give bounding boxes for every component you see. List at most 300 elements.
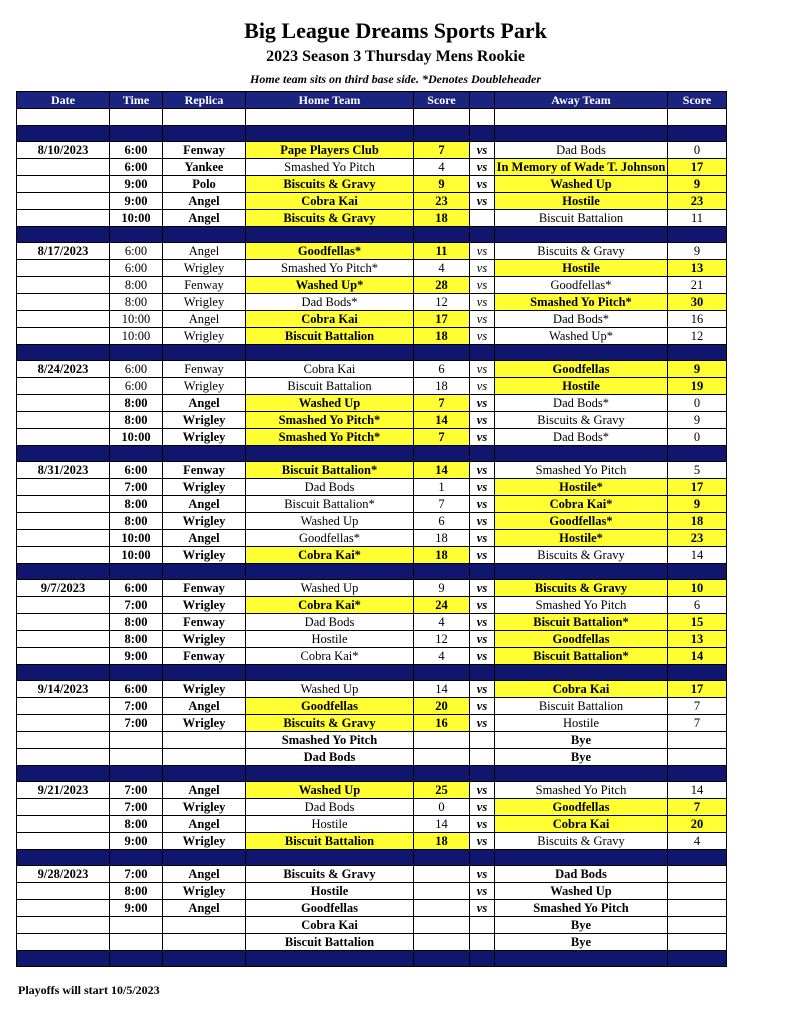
home-score: 18 [414, 547, 470, 564]
separator-cell [17, 766, 110, 782]
game-row [17, 513, 727, 530]
home-score: 12 [414, 631, 470, 648]
away-team: Hostile [495, 193, 668, 210]
game-row [17, 159, 727, 176]
separator-cell [17, 126, 110, 142]
game-row [17, 900, 727, 917]
separator-cell [414, 446, 470, 462]
home-score: 7 [414, 142, 470, 159]
game-time: 7:00 [110, 782, 163, 799]
game-time: 10:00 [110, 547, 163, 564]
vs-label: vs [470, 715, 495, 732]
game-date [17, 193, 110, 210]
col-home-team-header: Home Team [246, 92, 414, 109]
vs-label: vs [470, 597, 495, 614]
home-score: 7 [414, 496, 470, 513]
home-score: 25 [414, 782, 470, 799]
game-date [17, 378, 110, 395]
game-time: 10:00 [110, 210, 163, 227]
game-replica: Angel [163, 530, 246, 547]
separator-cell [668, 850, 727, 866]
game-row [17, 580, 727, 597]
game-time: 7:00 [110, 597, 163, 614]
week-separator-row [17, 345, 727, 361]
game-date [17, 547, 110, 564]
game-replica: Wrigley [163, 715, 246, 732]
separator-cell [414, 766, 470, 782]
game-date: 8/31/2023 [17, 462, 110, 479]
away-team: Biscuits & Gravy [495, 547, 668, 564]
game-date [17, 496, 110, 513]
home-team: Biscuit Battalion [246, 328, 414, 345]
separator-cell [668, 665, 727, 681]
week-separator-row [17, 665, 727, 681]
game-date: 8/24/2023 [17, 361, 110, 378]
away-score: 16 [668, 311, 727, 328]
game-time: 9:00 [110, 833, 163, 850]
separator-cell [17, 665, 110, 681]
vs-label: vs [470, 395, 495, 412]
game-time: 9:00 [110, 900, 163, 917]
home-team: Dad Bods [246, 479, 414, 496]
home-score [414, 883, 470, 900]
home-team: Biscuits & Gravy [246, 176, 414, 193]
home-team: Smashed Yo Pitch* [246, 429, 414, 446]
game-replica: Yankee [163, 159, 246, 176]
game-row [17, 547, 727, 564]
separator-cell [414, 951, 470, 967]
game-date [17, 631, 110, 648]
separator-cell [17, 345, 110, 361]
home-team: Washed Up [246, 580, 414, 597]
game-row [17, 681, 727, 698]
game-time: 7:00 [110, 715, 163, 732]
vs-label: vs [470, 243, 495, 260]
home-score [414, 732, 470, 749]
home-score: 18 [414, 530, 470, 547]
away-score: 9 [668, 496, 727, 513]
home-team: Washed Up [246, 395, 414, 412]
separator-cell [495, 446, 668, 462]
game-time: 6:00 [110, 378, 163, 395]
away-score: 6 [668, 597, 727, 614]
game-time: 8:00 [110, 412, 163, 429]
separator-cell [495, 850, 668, 866]
game-date [17, 395, 110, 412]
vs-label: vs [470, 833, 495, 850]
page-subtitle: 2023 Season 3 Thursday Mens Rookie [266, 48, 525, 65]
game-time: 10:00 [110, 530, 163, 547]
away-team: Goodfellas [495, 361, 668, 378]
game-date [17, 883, 110, 900]
separator-cell [668, 564, 727, 580]
separator-cell [470, 951, 495, 967]
game-row [17, 243, 727, 260]
vs-label: vs [470, 412, 495, 429]
game-replica: Wrigley [163, 429, 246, 446]
col-date-header: Date [17, 92, 110, 109]
game-replica: Angel [163, 698, 246, 715]
vs-label: vs [470, 277, 495, 294]
game-row [17, 782, 727, 799]
game-date [17, 833, 110, 850]
game-row [17, 378, 727, 395]
home-score: 18 [414, 210, 470, 227]
game-date [17, 799, 110, 816]
game-row [17, 193, 727, 210]
separator-cell [110, 227, 163, 243]
vs-label: vs [470, 193, 495, 210]
game-replica: Wrigley [163, 681, 246, 698]
blank-cell [246, 109, 414, 126]
separator-cell [470, 564, 495, 580]
vs-label [470, 749, 495, 766]
game-time: 6:00 [110, 159, 163, 176]
game-date [17, 260, 110, 277]
game-date [17, 648, 110, 665]
game-replica: Angel [163, 193, 246, 210]
away-team: Cobra Kai* [495, 496, 668, 513]
game-replica: Wrigley [163, 597, 246, 614]
away-team: Goodfellas [495, 631, 668, 648]
vs-label: vs [470, 631, 495, 648]
away-score [668, 934, 727, 951]
separator-cell [470, 345, 495, 361]
separator-cell [246, 227, 414, 243]
week-separator-row [17, 126, 727, 142]
game-time: 6:00 [110, 243, 163, 260]
away-team: Smashed Yo Pitch [495, 900, 668, 917]
home-score: 12 [414, 294, 470, 311]
away-score: 17 [668, 681, 727, 698]
separator-cell [17, 227, 110, 243]
separator-cell [246, 126, 414, 142]
game-time [110, 749, 163, 766]
blank-cell [470, 109, 495, 126]
game-replica [163, 934, 246, 951]
home-team: Smashed Yo Pitch* [246, 260, 414, 277]
separator-cell [17, 446, 110, 462]
game-replica: Wrigley [163, 833, 246, 850]
col-replica-header: Replica [163, 92, 246, 109]
away-score: 18 [668, 513, 727, 530]
away-score: 7 [668, 715, 727, 732]
game-time: 6:00 [110, 580, 163, 597]
game-time: 8:00 [110, 883, 163, 900]
away-team: Smashed Yo Pitch [495, 782, 668, 799]
game-row [17, 412, 727, 429]
home-team: Cobra Kai [246, 917, 414, 934]
home-score: 18 [414, 833, 470, 850]
col-home-score-header: Score [414, 92, 470, 109]
game-time: 7:00 [110, 866, 163, 883]
away-team: Smashed Yo Pitch* [495, 294, 668, 311]
home-team: Cobra Kai* [246, 597, 414, 614]
game-date [17, 530, 110, 547]
separator-cell [246, 345, 414, 361]
col-away-team-header: Away Team [495, 92, 668, 109]
vs-label: vs [470, 142, 495, 159]
separator-cell [470, 665, 495, 681]
vs-label: vs [470, 698, 495, 715]
away-score: 5 [668, 462, 727, 479]
home-team: Smashed Yo Pitch [246, 732, 414, 749]
game-time [110, 934, 163, 951]
game-date: 9/7/2023 [17, 580, 110, 597]
game-time: 10:00 [110, 311, 163, 328]
away-score: 17 [668, 479, 727, 496]
blank-cell [110, 109, 163, 126]
game-replica: Angel [163, 243, 246, 260]
separator-cell [414, 126, 470, 142]
away-team: Goodfellas* [495, 277, 668, 294]
away-team: Biscuits & Gravy [495, 243, 668, 260]
game-row [17, 142, 727, 159]
game-replica [163, 917, 246, 934]
home-score [414, 866, 470, 883]
game-time: 9:00 [110, 176, 163, 193]
separator-cell [17, 850, 110, 866]
home-score: 23 [414, 193, 470, 210]
game-date [17, 176, 110, 193]
game-row [17, 311, 727, 328]
vs-label: vs [470, 816, 495, 833]
home-team: Biscuits & Gravy [246, 866, 414, 883]
vs-label: vs [470, 782, 495, 799]
away-score: 0 [668, 142, 727, 159]
game-date: 9/21/2023 [17, 782, 110, 799]
game-row [17, 277, 727, 294]
separator-cell [414, 227, 470, 243]
vs-label: vs [470, 799, 495, 816]
separator-cell [163, 850, 246, 866]
game-time: 10:00 [110, 328, 163, 345]
game-time: 7:00 [110, 799, 163, 816]
away-score: 23 [668, 530, 727, 547]
game-row [17, 917, 727, 934]
game-row [17, 210, 727, 227]
vs-label: vs [470, 883, 495, 900]
away-score: 7 [668, 698, 727, 715]
away-score: 13 [668, 631, 727, 648]
game-row [17, 395, 727, 412]
home-team: Cobra Kai* [246, 547, 414, 564]
separator-cell [110, 345, 163, 361]
game-date [17, 294, 110, 311]
separator-cell [163, 665, 246, 681]
away-score: 9 [668, 361, 727, 378]
away-team: Hostile* [495, 479, 668, 496]
separator-cell [110, 564, 163, 580]
game-row [17, 260, 727, 277]
game-time: 9:00 [110, 648, 163, 665]
home-team: Biscuit Battalion* [246, 496, 414, 513]
separator-cell [246, 850, 414, 866]
game-time: 8:00 [110, 277, 163, 294]
game-replica: Wrigley [163, 479, 246, 496]
home-score: 14 [414, 681, 470, 698]
game-replica: Fenway [163, 614, 246, 631]
game-replica: Wrigley [163, 328, 246, 345]
home-team: Pape Players Club [246, 142, 414, 159]
away-team: Biscuit Battalion [495, 210, 668, 227]
home-score: 6 [414, 513, 470, 530]
game-date [17, 816, 110, 833]
separator-cell [470, 850, 495, 866]
away-team: Bye [495, 749, 668, 766]
away-team: Dad Bods [495, 142, 668, 159]
game-row [17, 614, 727, 631]
away-team: Biscuits & Gravy [495, 833, 668, 850]
week-separator-row [17, 951, 727, 967]
game-replica: Fenway [163, 648, 246, 665]
home-score: 24 [414, 597, 470, 614]
game-time [110, 732, 163, 749]
separator-cell [17, 951, 110, 967]
game-date [17, 479, 110, 496]
game-date: 9/14/2023 [17, 681, 110, 698]
home-score [414, 900, 470, 917]
vs-label: vs [470, 681, 495, 698]
home-team: Smashed Yo Pitch* [246, 412, 414, 429]
home-score: 16 [414, 715, 470, 732]
away-score: 14 [668, 782, 727, 799]
separator-cell [246, 446, 414, 462]
game-time: 6:00 [110, 462, 163, 479]
home-team: Dad Bods [246, 799, 414, 816]
game-row [17, 597, 727, 614]
game-replica: Fenway [163, 277, 246, 294]
away-score: 0 [668, 429, 727, 446]
game-time: 9:00 [110, 193, 163, 210]
game-replica [163, 732, 246, 749]
home-team: Smashed Yo Pitch [246, 159, 414, 176]
away-score [668, 900, 727, 917]
home-team: Cobra Kai [246, 361, 414, 378]
away-team: Bye [495, 732, 668, 749]
away-team: Cobra Kai [495, 816, 668, 833]
away-team: Bye [495, 917, 668, 934]
separator-cell [163, 564, 246, 580]
playoffs-footer: Playoffs will start 10/5/2023 [18, 983, 160, 997]
away-score: 20 [668, 816, 727, 833]
separator-cell [668, 227, 727, 243]
game-date [17, 429, 110, 446]
blank-cell [414, 109, 470, 126]
game-row [17, 732, 727, 749]
game-time: 8:00 [110, 816, 163, 833]
away-score [668, 749, 727, 766]
game-row [17, 749, 727, 766]
game-row [17, 883, 727, 900]
game-date [17, 311, 110, 328]
game-replica: Fenway [163, 142, 246, 159]
vs-label: vs [470, 547, 495, 564]
game-date [17, 715, 110, 732]
game-row [17, 816, 727, 833]
game-time [110, 917, 163, 934]
col-time-header: Time [110, 92, 163, 109]
game-time: 8:00 [110, 395, 163, 412]
separator-cell [668, 345, 727, 361]
game-row [17, 866, 727, 883]
game-time: 6:00 [110, 142, 163, 159]
home-score: 9 [414, 580, 470, 597]
separator-cell [414, 665, 470, 681]
home-team: Cobra Kai [246, 311, 414, 328]
away-team: Washed Up [495, 883, 668, 900]
game-replica: Wrigley [163, 378, 246, 395]
separator-cell [495, 345, 668, 361]
separator-cell [110, 665, 163, 681]
game-time: 6:00 [110, 681, 163, 698]
vs-label: vs [470, 479, 495, 496]
away-score: 15 [668, 614, 727, 631]
separator-cell [414, 345, 470, 361]
away-team: Smashed Yo Pitch [495, 597, 668, 614]
game-replica: Wrigley [163, 260, 246, 277]
game-date [17, 614, 110, 631]
game-row [17, 934, 727, 951]
game-date [17, 277, 110, 294]
away-team: Biscuit Battalion [495, 698, 668, 715]
week-separator-row [17, 766, 727, 782]
game-row [17, 715, 727, 732]
separator-cell [246, 564, 414, 580]
game-date [17, 732, 110, 749]
game-replica: Fenway [163, 580, 246, 597]
separator-cell [163, 126, 246, 142]
away-score: 30 [668, 294, 727, 311]
vs-label: vs [470, 159, 495, 176]
game-row [17, 361, 727, 378]
vs-label: vs [470, 176, 495, 193]
home-team: Goodfellas [246, 900, 414, 917]
game-time: 8:00 [110, 294, 163, 311]
separator-cell [668, 446, 727, 462]
vs-label: vs [470, 496, 495, 513]
separator-cell [163, 227, 246, 243]
away-team: Bye [495, 934, 668, 951]
vs-label: vs [470, 513, 495, 530]
separator-cell [495, 126, 668, 142]
separator-cell [163, 951, 246, 967]
game-date: 8/17/2023 [17, 243, 110, 260]
home-score: 28 [414, 277, 470, 294]
away-score: 14 [668, 547, 727, 564]
home-score: 7 [414, 429, 470, 446]
game-date [17, 934, 110, 951]
home-score: 9 [414, 176, 470, 193]
week-separator-row [17, 446, 727, 462]
game-replica: Polo [163, 176, 246, 193]
home-score: 17 [414, 311, 470, 328]
home-team: Cobra Kai [246, 193, 414, 210]
away-team: Dad Bods [495, 866, 668, 883]
separator-cell [668, 766, 727, 782]
away-team: Biscuits & Gravy [495, 580, 668, 597]
game-time: 8:00 [110, 631, 163, 648]
game-replica: Wrigley [163, 547, 246, 564]
home-score: 6 [414, 361, 470, 378]
vs-label: vs [470, 866, 495, 883]
separator-cell [163, 446, 246, 462]
col-away-score-header: Score [668, 92, 727, 109]
vs-label [470, 934, 495, 951]
away-team: Hostile [495, 260, 668, 277]
home-team: Cobra Kai* [246, 648, 414, 665]
home-team: Washed Up [246, 681, 414, 698]
